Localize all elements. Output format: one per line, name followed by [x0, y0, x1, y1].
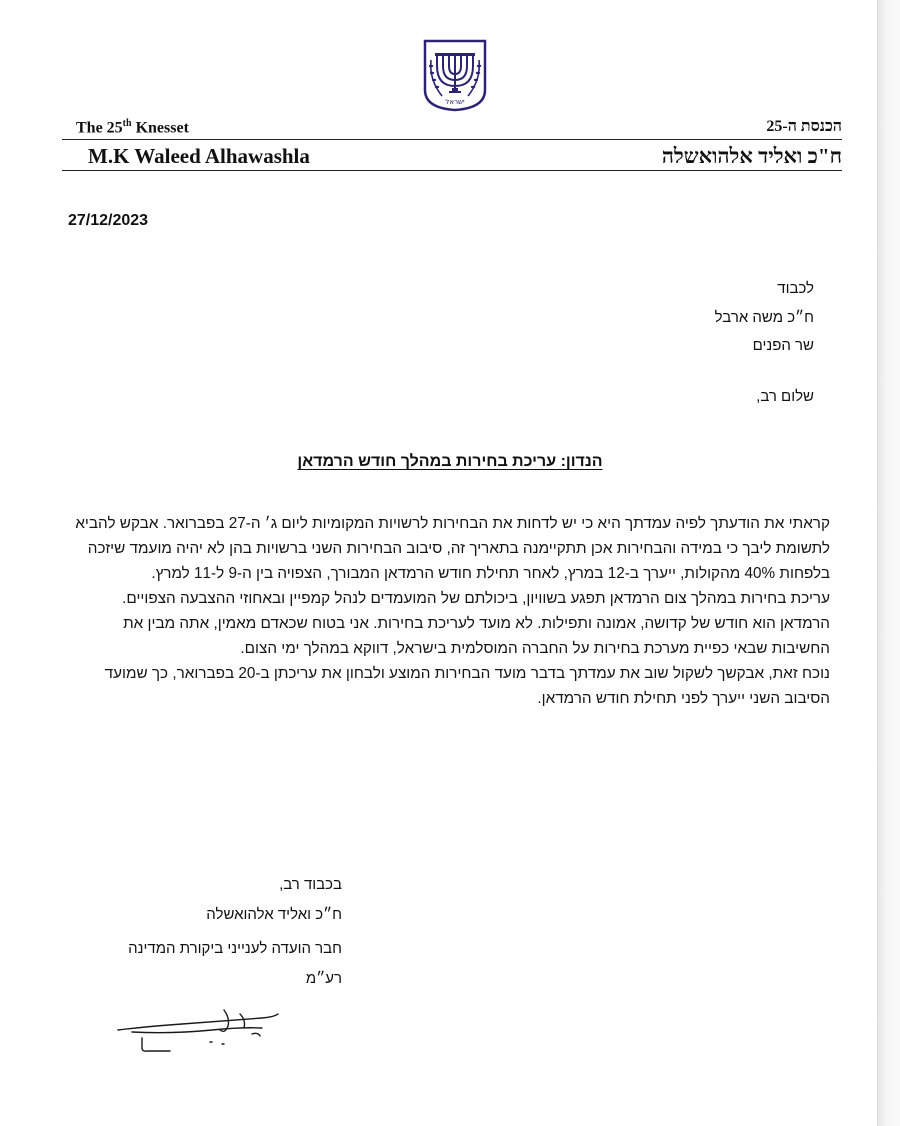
recipient-line: ח״כ משה ארבל: [714, 309, 814, 326]
closing-line: חבר הועדה לענייני ביקורת המדינה: [128, 940, 342, 957]
menorah-emblem-icon: [422, 38, 488, 112]
handwritten-signature: [112, 1004, 282, 1060]
closing-line: בכבוד רב,: [279, 876, 342, 893]
closing-line: רע״מ: [305, 970, 342, 987]
body-line: לתשומת ליבך כי במידה והבחירות אכן תתקיימנה בתאריך זה, סיבוב הבחירות השני ברשויות בהן לא יהיה מועמד שיזכה: [87, 540, 830, 557]
recipient-line: שר הפנים: [752, 337, 814, 354]
body-line: נוכח זאת, אבקשך לשקול שוב את עמדתך בדבר מועד הבחירות המוצע ולבחון את עריכתן ב-20 בפברואר, כך שמועד: [104, 665, 830, 682]
closing-line: ח״כ ואליד אלהואשלה: [206, 906, 342, 923]
letter-subject: הנדון: עריכת בחירות במהלך חודש הרמדאן: [297, 453, 603, 470]
header-divider-bottom: [62, 170, 842, 171]
emblem-caption: ישראל: [445, 98, 465, 106]
knesset-english-label: The 25th Knesset: [76, 118, 189, 137]
mk-english-name: M.K Waleed Alhawashla: [88, 144, 310, 168]
mk-hebrew-name: ח"כ ואליד אלהואשלה: [661, 144, 842, 168]
body-line: החשיבות שבאי כפיית מערכת בחירות על החברה המוסלמית בישראל, דווקא במהלך ימי הצום.: [240, 640, 830, 657]
body-line: בלפחות 40% מהקולות, ייערך ב-12 במרץ, לאחר תחילת חודש הרמדאן המבורך, הצפויה בין ה-9 ל-11 למרץ.: [151, 565, 830, 582]
header-divider-top: [62, 139, 842, 140]
body-line: קראתי את הודעתך לפיה עמדתך היא כי יש לדחות את הבחירות לרשויות המקומיות ליום ג׳ ה-27 בפברואר. אבקש להביא: [75, 515, 830, 532]
body-line: הסיבוב השני ייערך לפני תחילת חודש הרמדאן.: [537, 690, 830, 707]
knesset-hebrew-label: הכנסת ה-25: [766, 118, 842, 135]
recipient-line: לכבוד: [777, 280, 814, 297]
letter-date: 27/12/2023: [68, 212, 149, 229]
body-line: הרמדאן הוא חודש של קדושה, אמונה ותפילות. לא מועד לעריכת בחירות. אני בטוח שכאדם מאמין, אתה מבין את: [123, 615, 830, 632]
body-line: עריכת בחירות במהלך צום הרמדאן תפגע בשוויון, ביכולתם של המועמדים לנהל קמפיין ובאחוזי ההצבעה הצפויים.: [122, 590, 830, 607]
greeting: שלום רב,: [756, 388, 814, 405]
page-edge-shadow: [877, 0, 900, 1126]
letter-body: [66, 511, 830, 711]
